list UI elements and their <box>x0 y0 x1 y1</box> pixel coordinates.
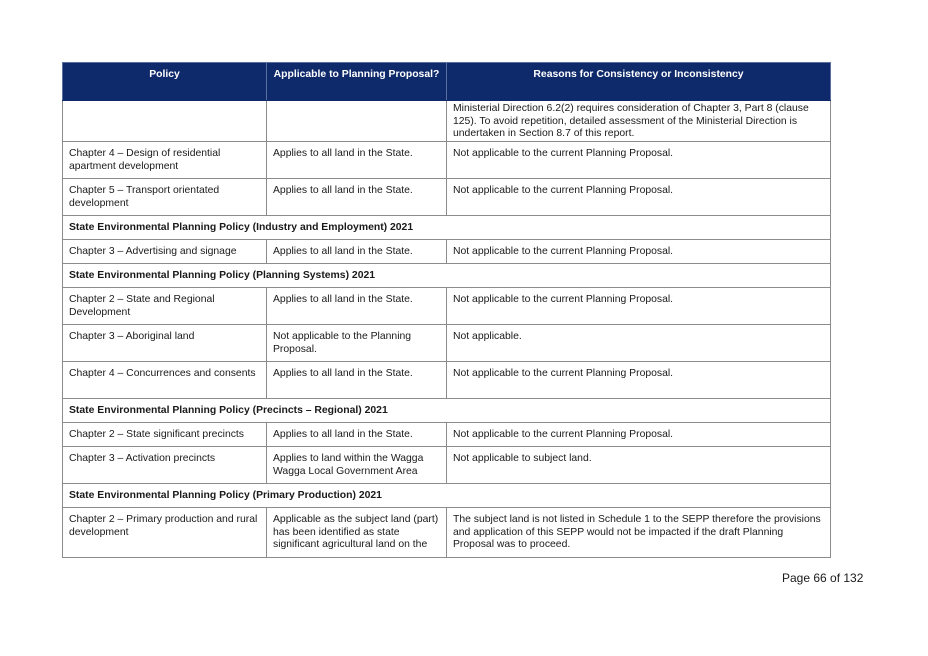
table-row <box>63 288 831 325</box>
policy-cell: Chapter 4 – Design of residential apartment development <box>63 142 267 179</box>
table-row <box>63 423 831 447</box>
page-number: Page 66 of 132 <box>782 571 864 585</box>
applicable-cell: Applies to all land in the State. <box>267 142 447 179</box>
reasons-cell: The subject land is not listed in Schedule 1 to the SEPP therefore the provisions and application of this SEPP would not be impacted if the draft Planning Proposal was to proceed. <box>447 508 831 558</box>
table-row <box>63 142 831 179</box>
applicable-cell: Applies to all land in the State. <box>267 362 447 399</box>
section-row <box>63 216 831 240</box>
policy-cell: Chapter 3 – Advertising and signage <box>63 240 267 264</box>
applicable-cell: Applies to all land in the State. <box>267 179 447 216</box>
applicable-cell: Applies to all land in the State. <box>267 240 447 264</box>
applicable-cell: Applicable as the subject land (part) has been identified as state significant agricultural land on the <box>267 508 447 558</box>
policy-cell <box>63 101 267 142</box>
table-row <box>63 325 831 362</box>
reasons-cell: Not applicable to the current Planning Proposal. <box>447 423 831 447</box>
header-reasons: Reasons for Consistency or Inconsistency <box>447 63 831 101</box>
policy-cell: Chapter 3 – Aboriginal land <box>63 325 267 362</box>
table-row <box>63 362 831 399</box>
table-row <box>63 101 831 142</box>
reasons-cell: Not applicable to the current Planning Proposal. <box>447 288 831 325</box>
reasons-cell: Not applicable to the current Planning Proposal. <box>447 142 831 179</box>
section-row <box>63 484 831 508</box>
section-title: State Environmental Planning Policy (Precincts – Regional) 2021 <box>63 399 831 423</box>
table-row <box>63 179 831 216</box>
policy-cell: Chapter 3 – Activation precincts <box>63 447 267 484</box>
section-title: State Environmental Planning Policy (Primary Production) 2021 <box>63 484 831 508</box>
reasons-cell: Not applicable to the current Planning Proposal. <box>447 179 831 216</box>
policy-cell: Chapter 5 – Transport orientated development <box>63 179 267 216</box>
policy-cell: Chapter 2 – State and Regional Development <box>63 288 267 325</box>
applicable-cell: Applies to all land in the State. <box>267 423 447 447</box>
applicable-cell <box>267 101 447 142</box>
policy-consistency-table <box>62 62 831 558</box>
header-policy: Policy <box>63 63 267 101</box>
reasons-cell: Not applicable to the current Planning Proposal. <box>447 240 831 264</box>
reasons-cell: Not applicable to the current Planning Proposal. <box>447 362 831 399</box>
reasons-cell: Ministerial Direction 6.2(2) requires consideration of Chapter 3, Part 8 (clause 125). To avoid repetition, detailed assessment of the Ministerial Direction is undertaken in Section 8.7 of this report. <box>447 101 831 142</box>
section-row <box>63 264 831 288</box>
applicable-cell: Applies to all land in the State. <box>267 288 447 325</box>
table-row <box>63 508 831 558</box>
header-applicable: Applicable to Planning Proposal? <box>267 63 447 101</box>
table-row <box>63 240 831 264</box>
section-title: State Environmental Planning Policy (Planning Systems) 2021 <box>63 264 831 288</box>
reasons-cell: Not applicable. <box>447 325 831 362</box>
policy-cell: Chapter 4 – Concurrences and consents <box>63 362 267 399</box>
policy-cell: Chapter 2 – Primary production and rural development <box>63 508 267 558</box>
applicable-cell: Applies to land within the Wagga Wagga Local Government Area <box>267 447 447 484</box>
section-row <box>63 399 831 423</box>
section-title: State Environmental Planning Policy (Industry and Employment) 2021 <box>63 216 831 240</box>
table-row <box>63 447 831 484</box>
reasons-cell: Not applicable to subject land. <box>447 447 831 484</box>
policy-cell: Chapter 2 – State significant precincts <box>63 423 267 447</box>
applicable-cell: Not applicable to the Planning Proposal. <box>267 325 447 362</box>
table-header-row <box>63 63 831 101</box>
